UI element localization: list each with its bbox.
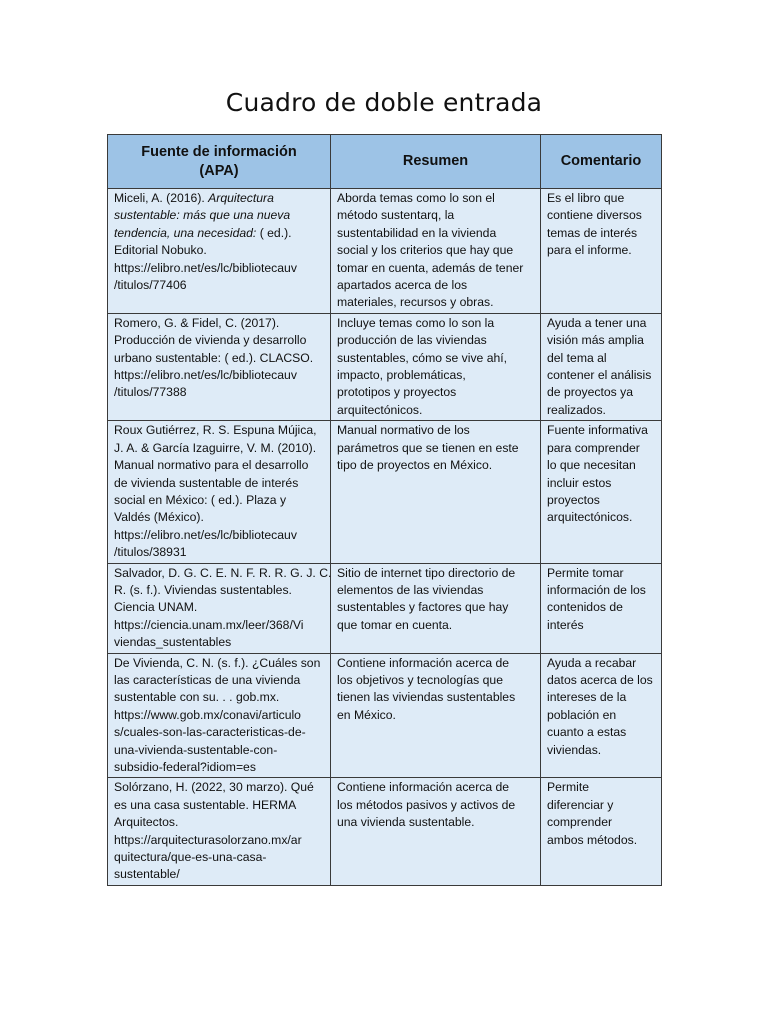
comment-cell	[541, 653, 662, 778]
comment-line: Ayuda a tener una	[547, 315, 647, 330]
comment-line: Ayuda a recabar	[547, 655, 637, 670]
source-line	[114, 832, 324, 849]
table-row	[108, 421, 662, 563]
table-row	[108, 189, 662, 314]
source-text: ( ed.).	[259, 225, 292, 240]
comment-cell	[541, 778, 662, 885]
source-line	[114, 260, 324, 277]
summary-line: social y los criterios que hay que	[337, 243, 514, 258]
source-text: https://ciencia.unam.mx/leer/368/Vi	[114, 617, 304, 632]
summary-line: apartados acerca de los	[337, 278, 468, 293]
comment-line: arquitectónicos.	[547, 510, 633, 525]
summary-line: tomar en cuenta, además de tener	[337, 260, 524, 275]
source-text: Valdés (México).	[114, 510, 204, 525]
comment-line: contenidos de	[547, 600, 623, 615]
source-line	[114, 707, 324, 724]
table-row	[108, 563, 662, 653]
source-title-italic: Arquitectura	[208, 191, 274, 205]
comment-line: ambos métodos.	[547, 832, 638, 847]
source-text: /titulos/77406	[114, 278, 187, 293]
source-text: Ciencia UNAM.	[114, 600, 198, 615]
source-line	[114, 315, 324, 332]
source-line	[114, 277, 324, 294]
summary-line: que tomar en cuenta.	[337, 617, 453, 632]
summary-line: impacto, problemáticas,	[337, 368, 466, 383]
summary-line: materiales, recursos y obras.	[337, 295, 494, 310]
comment-cell	[541, 189, 662, 314]
comment-line: interés	[547, 617, 584, 632]
source-text: https://elibro.net/es/lc/bibliotecauv	[114, 260, 297, 275]
source-text: https://arquitecturasolorzano.mx/ar	[114, 832, 302, 847]
source-text: s/cuales-son-las-caracteristicas-de-	[114, 725, 306, 740]
comment-line: comprender	[547, 815, 613, 830]
source-text: R. (s. f.). Viviendas sustentables.	[114, 582, 292, 597]
summary-line: Contiene información acerca de	[337, 655, 510, 670]
summary-line: Contiene información acerca de	[337, 780, 510, 795]
source-line	[114, 565, 332, 582]
source-line	[114, 814, 324, 831]
comment-line: Permite tomar	[547, 565, 624, 580]
summary-cell	[331, 189, 541, 314]
comment-cell	[541, 563, 662, 653]
source-line	[114, 849, 324, 866]
header-comment: Comentario	[541, 135, 662, 189]
source-text: Editorial Nobuko.	[114, 243, 207, 258]
source-line	[114, 492, 324, 509]
summary-line: Aborda temas como lo son el	[337, 191, 495, 205]
source-cell	[108, 563, 331, 653]
comment-line: lo que necesitan	[547, 458, 636, 473]
summary-line: Incluye temas como lo son la	[337, 315, 495, 330]
comment-cell	[541, 421, 662, 563]
source-text: viendas_sustentables	[114, 635, 232, 650]
header-source-line1: Fuente de información	[141, 143, 297, 160]
source-text: es una casa sustentable. HERMA	[114, 797, 297, 812]
source-line	[114, 582, 324, 599]
source-line	[114, 332, 324, 349]
source-line	[114, 599, 324, 616]
source-line	[114, 207, 324, 224]
source-text: https://elibro.net/es/lc/bibliotecauv	[114, 527, 297, 542]
source-line	[114, 440, 324, 457]
source-cell	[108, 189, 331, 314]
comment-line: visión más amplia	[547, 333, 644, 348]
source-title-italic: sustentable: más que una nueva	[114, 208, 291, 223]
header-source-line2: (APA)	[199, 162, 239, 179]
source-text: urbano sustentable: ( ed.). CLACSO.	[114, 350, 314, 365]
summary-line: los objetivos y tecnologías que	[337, 672, 503, 687]
source-line	[114, 350, 324, 367]
source-line	[114, 527, 324, 544]
source-line	[114, 759, 324, 776]
source-line	[114, 457, 324, 474]
summary-line: sustentables y factores que hay	[337, 600, 509, 615]
table-row	[108, 653, 662, 778]
source-line	[114, 866, 324, 883]
source-line	[114, 422, 324, 439]
source-text: Salvador, D. G. C. E. N. F. R. R. G. J. C.	[114, 565, 332, 580]
summary-line: arquitectónicos.	[337, 402, 423, 417]
source-line	[114, 384, 324, 401]
source-text: Arquitectos.	[114, 815, 179, 830]
comment-line: contener el análisis	[547, 368, 652, 383]
source-line	[114, 617, 324, 634]
summary-cell	[331, 421, 541, 563]
source-line	[114, 655, 324, 672]
comment-line: viviendas.	[547, 742, 602, 757]
summary-line: producción de las viviendas	[337, 333, 487, 348]
comment-line: contiene diversos	[547, 208, 642, 223]
comment-line: población en	[547, 707, 617, 722]
source-line	[114, 242, 324, 259]
summary-line: en México.	[337, 707, 396, 722]
table-body	[108, 189, 662, 886]
summary-line: tipo de proyectos en México.	[337, 458, 493, 473]
table-header-row	[108, 135, 662, 189]
double-entry-table	[107, 134, 662, 886]
comment-cell	[541, 313, 662, 420]
source-text: Romero, G. & Fidel, C. (2017).	[114, 315, 280, 330]
source-cell	[108, 653, 331, 778]
source-line	[114, 634, 324, 651]
source-text: https://www.gob.mx/conavi/articulo	[114, 707, 301, 722]
source-text: De Vivienda, C. N. (s. f.). ¿Cuáles son	[114, 655, 321, 670]
source-line	[114, 672, 324, 689]
summary-line: sustentabilidad en la vivienda	[337, 225, 497, 240]
source-line	[114, 724, 324, 741]
source-line	[114, 190, 324, 207]
summary-line: método sustentarq, la	[337, 208, 455, 223]
source-text: Producción de vivienda y desarrollo	[114, 333, 307, 348]
source-text: Miceli, A. (2016).	[114, 191, 209, 205]
summary-cell	[331, 313, 541, 420]
summary-line: los métodos pasivos y activos de	[337, 797, 516, 812]
comment-line: intereses de la	[547, 690, 627, 705]
source-text: https://elibro.net/es/lc/bibliotecauv	[114, 368, 297, 383]
comment-line: Permite	[547, 780, 589, 795]
comment-line: proyectos	[547, 492, 600, 507]
summary-cell	[331, 778, 541, 885]
comment-line: temas de interés	[547, 225, 638, 240]
comment-line: realizados.	[547, 402, 606, 417]
source-text: social en México: ( ed.). Plaza y	[114, 492, 287, 507]
source-text: /titulos/77388	[114, 385, 187, 400]
source-line	[114, 225, 324, 242]
summary-line: Sitio de internet tipo directorio de	[337, 565, 516, 580]
comment-line: cuanto a estas	[547, 725, 627, 740]
comment-line: datos acerca de los	[547, 672, 653, 687]
summary-cell	[331, 653, 541, 778]
source-line	[114, 544, 324, 561]
summary-line: prototipos y proyectos	[337, 385, 457, 400]
source-text: subsidio-federal?idiom=es	[114, 760, 256, 774]
source-text: las características de una vivienda	[114, 672, 301, 687]
source-text: de vivienda sustentable de interés	[114, 475, 299, 490]
source-text: sustentable/	[114, 867, 180, 882]
source-title-italic: tendencia, una necesidad:	[114, 225, 260, 240]
source-line	[114, 779, 324, 796]
comment-line: para el informe.	[547, 243, 632, 258]
source-cell	[108, 778, 331, 885]
comment-line: incluir estos	[547, 475, 612, 490]
table-row	[108, 778, 662, 885]
summary-line: elementos de las viviendas	[337, 582, 484, 597]
source-text: quitectura/que-es-una-casa-	[114, 850, 267, 865]
summary-cell	[331, 563, 541, 653]
summary-line: parámetros que se tienen en este	[337, 440, 519, 455]
source-text: Solórzano, H. (2022, 30 marzo). Qué	[114, 780, 314, 795]
source-line	[114, 689, 324, 706]
summary-line: Manual normativo de los	[337, 423, 470, 438]
summary-line: tienen las viviendas sustentables	[337, 690, 516, 705]
source-line	[114, 367, 324, 384]
table-row	[108, 313, 662, 420]
source-line	[114, 509, 324, 526]
summary-line: sustentables, cómo se vive ahí,	[337, 350, 508, 365]
source-cell	[108, 313, 331, 420]
comment-line: para comprender	[547, 440, 640, 455]
source-line	[114, 742, 324, 759]
source-cell	[108, 421, 331, 563]
header-source	[108, 135, 331, 189]
comment-line: Fuente informativa	[547, 423, 648, 438]
comment-line: Es el libro que	[547, 191, 625, 205]
summary-line: una vivienda sustentable.	[337, 815, 475, 830]
comment-line: de proyectos ya	[547, 385, 634, 400]
source-text: sustentable con su. . . gob.mx.	[114, 690, 280, 705]
source-text: Roux Gutiérrez, R. S. Espuna Mújica,	[114, 423, 317, 438]
source-line	[114, 475, 324, 492]
source-text: una-vivienda-sustentable-con-	[114, 742, 278, 757]
comment-line: del tema al	[547, 350, 607, 365]
comment-line: información de los	[547, 582, 646, 597]
header-summary: Resumen	[331, 135, 541, 189]
source-text: /titulos/38931	[114, 545, 187, 560]
source-text: Manual normativo para el desarrollo	[114, 458, 309, 473]
source-text: J. A. & García Izaguirre, V. M. (2010).	[114, 440, 317, 455]
comment-line: diferenciar y	[547, 797, 614, 812]
source-line	[114, 797, 324, 814]
document-title: Cuadro de doble entrada	[225, 88, 543, 117]
